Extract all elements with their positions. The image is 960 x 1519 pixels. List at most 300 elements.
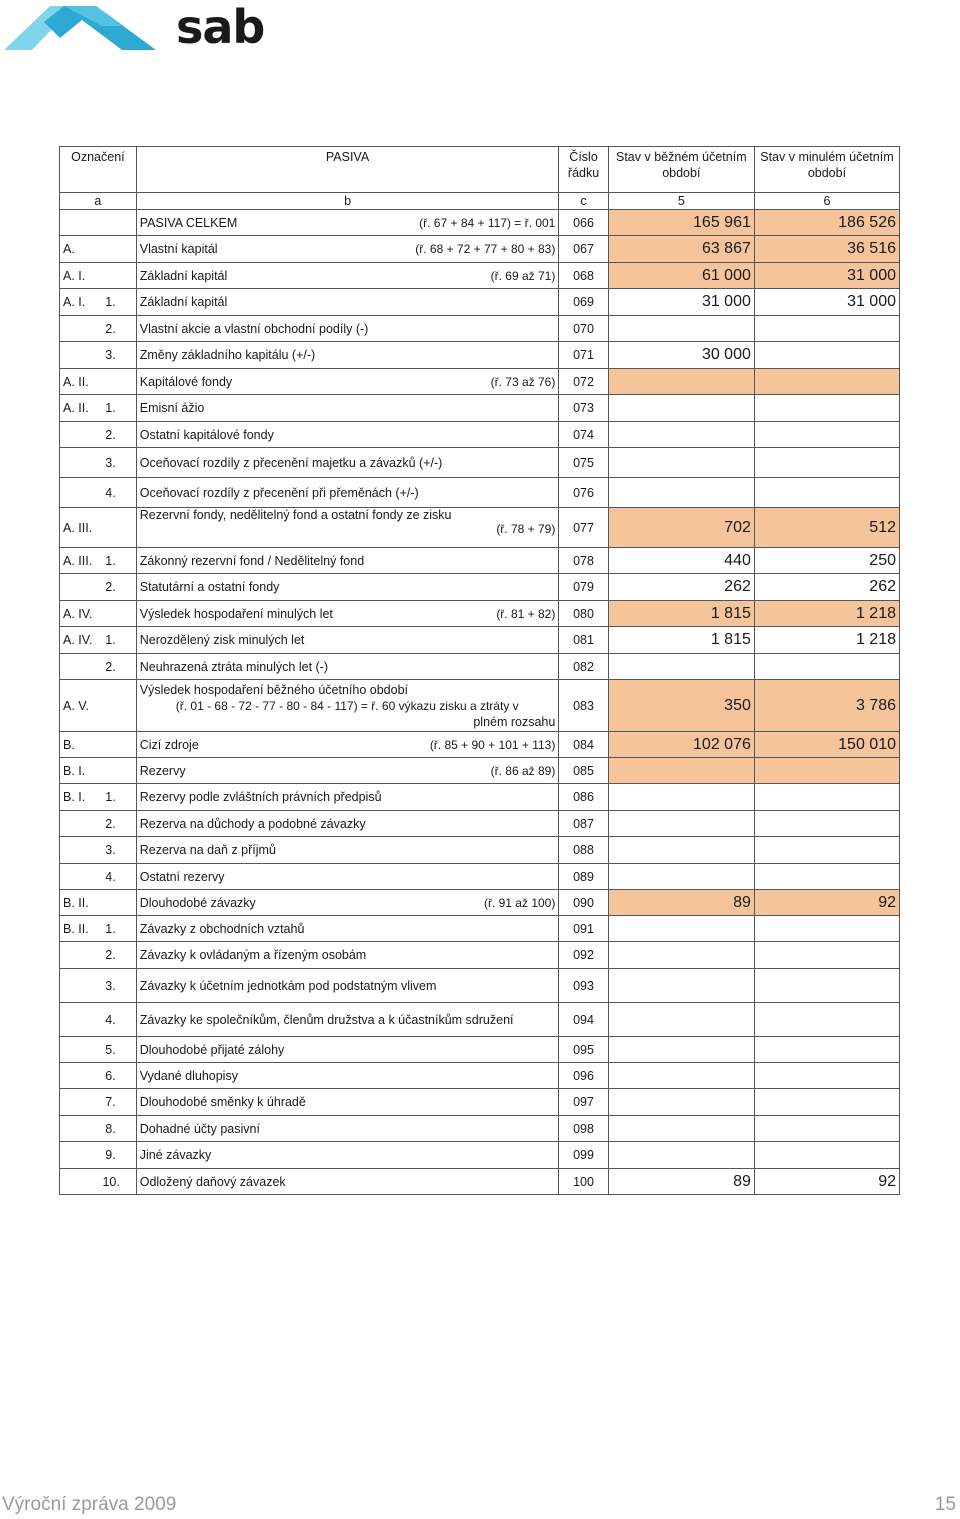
row-name-wrap — [140, 660, 556, 674]
row-item-number — [99, 732, 136, 758]
row-name-cell — [136, 864, 559, 890]
row-previous-value — [754, 864, 899, 890]
row-code: 082 — [559, 654, 608, 680]
table-row — [60, 1037, 900, 1063]
row-previous-value: 1 218 — [754, 627, 899, 654]
table-row — [60, 1003, 900, 1037]
row-current-value: 165 961 — [608, 210, 754, 236]
row-item-number: 1. — [99, 784, 136, 811]
row-designation — [60, 1003, 100, 1037]
row-previous-value — [754, 422, 899, 448]
row-formula: (ř. 68 + 72 + 77 + 80 + 83) — [415, 242, 556, 256]
row-code: 096 — [559, 1063, 608, 1089]
table-row — [60, 369, 900, 395]
table-row — [60, 342, 900, 369]
row-designation — [60, 1142, 100, 1169]
row-item-number: 5. — [99, 1037, 136, 1063]
row-name-wrap — [140, 1175, 556, 1189]
row-code: 070 — [559, 316, 608, 342]
row-designation — [60, 1169, 100, 1195]
table-row — [60, 508, 900, 548]
row-previous-value — [754, 837, 899, 864]
row-name-cell — [136, 369, 559, 395]
row-previous-value: 512 — [754, 508, 899, 548]
row-name: Odložený daňový závazek — [139, 1174, 286, 1189]
row-name: Dlouhodobé závazky — [139, 895, 256, 910]
row-name-cell — [136, 601, 559, 627]
header-current-line2: období — [662, 166, 701, 180]
row-code: 094 — [559, 1003, 608, 1037]
row-current-value — [608, 1142, 754, 1169]
table-row — [60, 548, 900, 574]
row-code: 084 — [559, 732, 608, 758]
row-previous-value — [754, 969, 899, 1003]
row-item-number — [99, 890, 136, 916]
header-previous-line2: období — [807, 166, 847, 180]
row-formula: (ř. 81 + 82) — [496, 606, 556, 621]
row-previous-value — [754, 1063, 899, 1089]
row-name-wrap — [140, 979, 556, 993]
row-previous-value — [754, 448, 899, 478]
row-designation: A. I. — [60, 263, 100, 289]
row-code: 090 — [559, 890, 608, 916]
row-designation — [60, 654, 100, 680]
row-current-value — [608, 478, 754, 508]
row-name: Dlouhodobé přijaté zálohy — [139, 1042, 285, 1057]
row-current-value — [608, 784, 754, 811]
row-previous-value — [754, 654, 899, 680]
row-name: Rezerva na daň z příjmů — [139, 843, 276, 857]
row-name-wrap — [140, 456, 556, 470]
row-designation — [60, 342, 100, 369]
row-name: Výsledek hospodaření běžného účetního období — [139, 682, 408, 697]
row-designation: A. III. — [60, 548, 100, 574]
row-name: Rezerva na důchody a podobné závazky — [139, 816, 366, 831]
row-code: 080 — [559, 601, 608, 627]
row-current-value — [608, 942, 754, 969]
row-designation: B. I. — [60, 758, 100, 784]
row-name-cell — [136, 654, 559, 680]
subheader-b: b — [136, 193, 559, 210]
table-row — [60, 236, 900, 263]
row-previous-value — [754, 1037, 899, 1063]
row-name-wrap — [140, 633, 556, 647]
row-formula: (ř. 85 + 90 + 101 + 113) — [429, 737, 556, 752]
row-name-wrap — [140, 1069, 556, 1083]
row-item-number: 3. — [99, 837, 136, 864]
row-code: 093 — [559, 969, 608, 1003]
row-item-number: 4. — [99, 864, 136, 890]
table-body — [60, 210, 900, 1195]
row-current-value: 702 — [608, 508, 754, 548]
row-name-cell — [136, 342, 559, 369]
company-logo — [4, 0, 265, 56]
row-item-number: 2. — [99, 422, 136, 448]
row-item-number: 9. — [99, 1142, 136, 1169]
row-name: Vydané dluhopisy — [139, 1068, 238, 1083]
row-code: 098 — [559, 1116, 608, 1142]
row-name-wrap — [140, 764, 556, 778]
row-code: 088 — [559, 837, 608, 864]
row-name-cell — [136, 210, 559, 236]
table-row — [60, 1063, 900, 1089]
row-code: 072 — [559, 369, 608, 395]
row-name-wrap — [140, 1013, 556, 1027]
liabilities-table — [59, 146, 900, 1195]
row-current-value — [608, 1003, 754, 1037]
row-name: Závazky k ovládaným a řízeným osobám — [139, 948, 367, 962]
row-formula: (ř. 69 až 71) — [490, 268, 556, 283]
row-item-number: 4. — [99, 478, 136, 508]
table-row — [60, 210, 900, 236]
row-name-wrap — [140, 580, 556, 594]
row-previous-value — [754, 942, 899, 969]
row-code: 076 — [559, 478, 608, 508]
row-name-wrap — [140, 554, 556, 568]
table-row — [60, 478, 900, 508]
row-designation — [60, 1063, 100, 1089]
row-current-value: 61 000 — [608, 263, 754, 289]
table-row — [60, 395, 900, 422]
row-designation: A. IV. — [60, 601, 100, 627]
row-designation: A. — [60, 236, 100, 263]
footer-report-title: Výroční zpráva 2009 — [2, 1494, 177, 1515]
row-designation — [60, 864, 100, 890]
row-name: Ostatní rezervy — [139, 869, 225, 884]
row-name-cell — [136, 732, 559, 758]
row-name-cell — [136, 1063, 559, 1089]
row-name: PASIVA CELKEM — [139, 215, 238, 230]
row-designation — [60, 210, 100, 236]
row-name-cell — [136, 811, 559, 837]
row-designation: A. II. — [60, 369, 100, 395]
row-previous-value — [754, 916, 899, 942]
row-designation: B. II. — [60, 890, 100, 916]
row-previous-value — [754, 1003, 899, 1037]
row-name-cell — [136, 969, 559, 1003]
row-previous-value: 92 — [754, 1169, 899, 1195]
header-previous-period — [754, 147, 899, 193]
row-current-value — [608, 1089, 754, 1116]
row-previous-value — [754, 478, 899, 508]
row-name: Rezervy podle zvláštních právních předpisů — [139, 790, 382, 804]
row-code: 068 — [559, 263, 608, 289]
row-name-wrap — [140, 375, 556, 389]
row-name-wrap — [140, 295, 556, 309]
row-previous-value — [754, 369, 899, 395]
footer-page-number: 15 — [934, 1494, 956, 1515]
row-item-number — [99, 210, 136, 236]
row-item-number: 2. — [99, 574, 136, 601]
row-name-cell — [136, 942, 559, 969]
row-current-value — [608, 316, 754, 342]
row-previous-value — [754, 784, 899, 811]
row-current-value: 89 — [608, 1169, 754, 1195]
row-name: Rezervy — [139, 763, 186, 778]
row-current-value: 89 — [608, 890, 754, 916]
row-designation — [60, 574, 100, 601]
row-code: 099 — [559, 1142, 608, 1169]
row-name: Neuhrazená ztráta minulých let (-) — [139, 659, 329, 674]
subheader-6: 6 — [754, 193, 899, 210]
row-item-number: 4. — [99, 1003, 136, 1037]
row-name-wrap — [140, 486, 556, 500]
row-name-cell — [136, 680, 559, 732]
table-row — [60, 864, 900, 890]
row-name-wrap — [140, 1095, 556, 1109]
row-name: Rezervní fondy, nedělitelný fond a ostatní fondy ze zisku — [139, 508, 452, 522]
row-name: Dlouhodobé směnky k úhradě — [139, 1095, 306, 1109]
row-designation — [60, 1037, 100, 1063]
row-item-number: 8. — [99, 1116, 136, 1142]
row-name: Emisní ážio — [139, 401, 205, 415]
row-current-value — [608, 758, 754, 784]
row-name-cell — [136, 784, 559, 811]
row-code: 095 — [559, 1037, 608, 1063]
header-previous-line1: Stav v minulém účetním — [760, 150, 894, 164]
row-name: Výsledek hospodaření minulých let — [139, 606, 333, 621]
row-current-value — [608, 1063, 754, 1089]
row-name: Jiné závazky — [139, 1148, 212, 1162]
row-previous-value: 186 526 — [754, 210, 899, 236]
table-row — [60, 574, 900, 601]
row-designation — [60, 1116, 100, 1142]
row-name: Změny základního kapitálu (+/-) — [139, 348, 316, 362]
row-name-wrap — [140, 428, 556, 442]
row-current-value — [608, 1037, 754, 1063]
row-code: 071 — [559, 342, 608, 369]
row-previous-value — [754, 316, 899, 342]
row-designation: A. V. — [60, 680, 100, 732]
row-code: 079 — [559, 574, 608, 601]
row-name-cell — [136, 837, 559, 864]
row-item-number: 6. — [99, 1063, 136, 1089]
row-name-wrap — [140, 216, 556, 230]
table-row — [60, 837, 900, 864]
row-name-cell — [136, 263, 559, 289]
row-name-cell — [136, 236, 559, 263]
row-name-wrap — [140, 242, 556, 256]
row-name-wrap — [140, 896, 556, 910]
row-designation: A. III. — [60, 508, 100, 548]
row-name-wrap — [140, 1148, 556, 1162]
table-row — [60, 942, 900, 969]
subheader-5: 5 — [608, 193, 754, 210]
header-designation: Označení — [60, 147, 137, 193]
table-row — [60, 289, 900, 316]
row-code: 078 — [559, 548, 608, 574]
table-row — [60, 1142, 900, 1169]
row-name: Oceňovací rozdíly z přecenění při přeměnách (+/-) — [139, 485, 419, 500]
row-name-cell — [136, 289, 559, 316]
row-name: Vlastní kapitál — [139, 242, 218, 256]
row-name-wrap — [140, 870, 556, 884]
subheader-c: c — [559, 193, 608, 210]
row-name-wrap — [140, 790, 556, 804]
row-current-value — [608, 864, 754, 890]
row-current-value — [608, 369, 754, 395]
row-name-wrap — [140, 948, 556, 962]
row-code: 087 — [559, 811, 608, 837]
row-current-value — [608, 654, 754, 680]
row-previous-value — [754, 1142, 899, 1169]
row-current-value — [608, 422, 754, 448]
row-code: 083 — [559, 680, 608, 732]
logo-text: sab — [176, 0, 265, 54]
row-formula: (ř. 78 + 79) — [496, 522, 556, 536]
row-designation: A. IV. — [60, 627, 100, 654]
row-item-number: 1. — [99, 548, 136, 574]
row-designation — [60, 448, 100, 478]
row-name: Cizí zdroje — [139, 737, 199, 752]
row-current-value: 31 000 — [608, 289, 754, 316]
row-name-wrap — [140, 1122, 556, 1136]
row-designation — [60, 942, 100, 969]
row-designation: A. II. — [60, 395, 100, 422]
row-item-number: 2. — [99, 811, 136, 837]
row-item-number: 1. — [99, 916, 136, 942]
row-item-number: 1. — [99, 289, 136, 316]
row-designation: A. I. — [60, 289, 100, 316]
header-current-period — [608, 147, 754, 193]
logo-mark-icon — [4, 4, 164, 56]
row-code: 086 — [559, 784, 608, 811]
row-code: 091 — [559, 916, 608, 942]
row-item-number: 3. — [99, 342, 136, 369]
row-previous-value: 36 516 — [754, 236, 899, 263]
row-current-value — [608, 395, 754, 422]
row-item-number: 3. — [99, 448, 136, 478]
row-formula-cont: plném rozsahu — [473, 714, 556, 729]
row-name: Dohadné účty pasivní — [139, 1121, 260, 1136]
row-previous-value: 3 786 — [754, 680, 899, 732]
row-name: Ostatní kapitálové fondy — [139, 427, 274, 442]
row-previous-value: 1 218 — [754, 601, 899, 627]
row-code: 077 — [559, 508, 608, 548]
row-name-cell — [136, 758, 559, 784]
row-code: 066 — [559, 210, 608, 236]
row-name-cell — [136, 1089, 559, 1116]
table-row — [60, 316, 900, 342]
row-current-value — [608, 837, 754, 864]
row-current-value: 440 — [608, 548, 754, 574]
table-row — [60, 263, 900, 289]
row-designation — [60, 478, 100, 508]
header-row-number-line1: Číslo — [569, 150, 598, 164]
row-name-cell — [136, 395, 559, 422]
row-name-cell — [136, 508, 559, 548]
header-row-number-line2: řádku — [567, 166, 600, 180]
row-name: Vlastní akcie a vlastní obchodní podíly (-) — [139, 321, 369, 336]
row-formula: (ř. 67 + 84 + 117) = ř. 001 — [419, 215, 556, 230]
table-row — [60, 601, 900, 627]
row-designation — [60, 811, 100, 837]
row-name: Statutární a ostatní fondy — [139, 580, 280, 594]
row-code: 081 — [559, 627, 608, 654]
row-previous-value: 150 010 — [754, 732, 899, 758]
row-name-cell — [136, 316, 559, 342]
row-name-cell — [136, 548, 559, 574]
row-name: Závazky k účetním jednotkám pod podstatným vlivem — [139, 978, 437, 993]
row-code: 075 — [559, 448, 608, 478]
row-name-cell — [136, 478, 559, 508]
row-previous-value — [754, 395, 899, 422]
row-code: 089 — [559, 864, 608, 890]
table-row — [60, 1169, 900, 1195]
row-name-cell — [136, 574, 559, 601]
row-name-wrap — [140, 843, 556, 857]
row-formula: (ř. 86 až 89) — [490, 763, 556, 778]
row-designation — [60, 422, 100, 448]
row-current-value: 102 076 — [608, 732, 754, 758]
row-code: 085 — [559, 758, 608, 784]
balance-sheet — [59, 146, 900, 1195]
row-current-value — [608, 811, 754, 837]
row-previous-value: 92 — [754, 890, 899, 916]
row-name-cell — [136, 627, 559, 654]
row-current-value: 262 — [608, 574, 754, 601]
subheader-a: a — [60, 193, 137, 210]
table-row — [60, 811, 900, 837]
row-designation — [60, 837, 100, 864]
row-item-number — [99, 263, 136, 289]
row-name-cell — [136, 448, 559, 478]
row-name: Nerozdělený zisk minulých let — [139, 633, 305, 647]
row-name-cell — [136, 422, 559, 448]
header-current-line1: Stav v běžném účetním — [616, 150, 747, 164]
row-item-number — [99, 236, 136, 263]
row-name-cell — [136, 1116, 559, 1142]
table-header-row — [60, 147, 900, 193]
row-previous-value — [754, 758, 899, 784]
header-row-number — [559, 147, 608, 193]
row-code: 092 — [559, 942, 608, 969]
row-name-wrap — [140, 348, 556, 362]
row-name: Zákonný rezervní fond / Nedělitelný fond — [139, 553, 365, 568]
row-previous-value — [754, 1116, 899, 1142]
row-designation: B. — [60, 732, 100, 758]
row-item-number — [99, 508, 136, 548]
row-previous-value — [754, 1089, 899, 1116]
row-item-number: 7. — [99, 1089, 136, 1116]
row-item-number: 1. — [99, 395, 136, 422]
row-current-value — [608, 448, 754, 478]
row-formula: (ř. 01 - 68 - 72 - 77 - 80 - 84 - 117) = ř. 60 výkazu zisku a ztráty v — [175, 698, 519, 713]
row-formula: (ř. 73 až 76) — [490, 374, 556, 389]
row-item-number: 3. — [99, 969, 136, 1003]
row-previous-value: 31 000 — [754, 263, 899, 289]
row-code: 073 — [559, 395, 608, 422]
row-previous-value: 31 000 — [754, 289, 899, 316]
row-name-cell — [136, 1169, 559, 1195]
row-code: 100 — [559, 1169, 608, 1195]
row-current-value: 1 815 — [608, 601, 754, 627]
row-name-wrap — [140, 922, 556, 936]
row-current-value: 30 000 — [608, 342, 754, 369]
row-name: Závazky z obchodních vztahů — [139, 921, 305, 936]
table-row — [60, 680, 900, 732]
row-item-number — [99, 601, 136, 627]
row-item-number: 2. — [99, 942, 136, 969]
row-formula: (ř. 91 až 100) — [483, 895, 556, 910]
row-code: 097 — [559, 1089, 608, 1116]
row-name: Základní kapitál — [139, 295, 228, 309]
row-item-number: 10. — [99, 1169, 136, 1195]
row-name: Základní kapitál — [139, 268, 228, 283]
row-current-value — [608, 916, 754, 942]
table-row — [60, 1116, 900, 1142]
table-row — [60, 969, 900, 1003]
